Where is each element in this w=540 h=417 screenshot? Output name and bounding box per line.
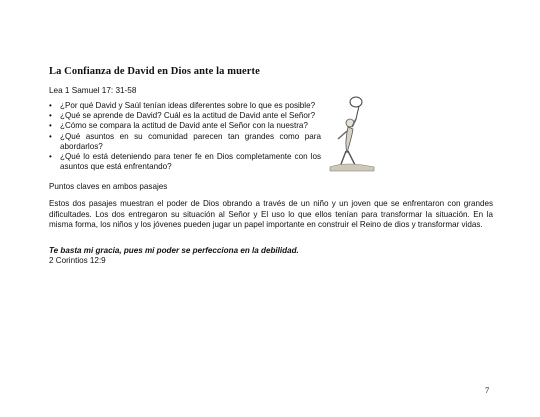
reading-reference: Lea 1 Samuel 17: 31-58 [49,86,137,95]
page-title: La Confianza de David en Dios ante la muerte [49,66,260,77]
page-number: 7 [485,385,490,395]
david-with-sling-icon [326,93,378,175]
list-item: • ¿Cómo se compara la actitud de David ante el Señor con la nuestra? [49,121,321,131]
list-item: • ¿Por qué David y Saúl tenían ideas diferentes sobre lo que es posible? [49,101,321,111]
list-item: • ¿Qué lo está deteniendo para tener fe en Dios completamente con los asuntos que está enfrentando? [49,152,321,172]
key-points-heading: Puntos claves en ambos pasajes [49,182,168,191]
list-item: • ¿Qué asuntos en su comunidad parecen tan grandes como para abordarlos? [49,132,321,152]
body-paragraph: Estos dos pasajes muestran el poder de Dios obrando a través de un niño y un joven que se enfrentaron con grandes dificultades. Los dos entregaron su situación al Señor y El uso lo que ellos tenían para transformar la situación. En la misma forma, los niños y los jóvenes pueden jugar un papel importante en construir el Reino de dios y transformar vidas. [49,199,493,229]
verse-reference: 2 Corintios 12:9 [49,256,106,265]
list-item: • ¿Qué se aprende de David? Cuál es la actitud de David ante el Señor? [49,111,321,121]
bible-verse: Te basta mi gracia, pues mi poder se perfecciona en la debilidad. [49,246,299,255]
question-list [49,101,321,172]
